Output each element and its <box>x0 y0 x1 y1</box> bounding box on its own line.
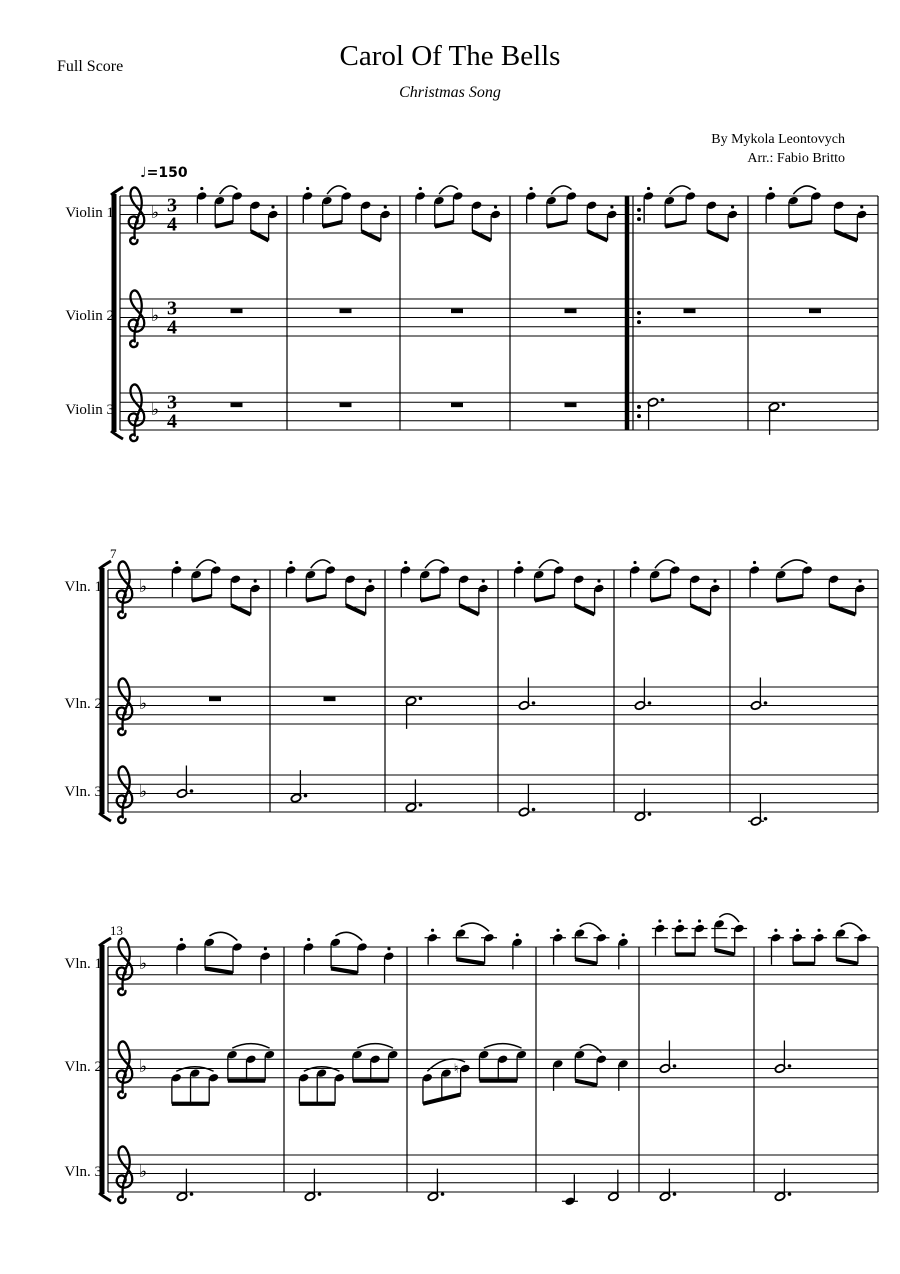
tempo-marking: ♩=150 <box>140 165 188 181</box>
svg-text:3: 3 <box>167 297 177 320</box>
measure-number-7: 7 <box>110 546 117 561</box>
staff-label-violin-3: Violin 3 <box>65 401 114 418</box>
svg-text:♭: ♭ <box>150 203 160 222</box>
svg-text:♭: ♭ <box>138 577 148 596</box>
page-title: Carol Of The Bells <box>339 40 561 72</box>
svg-text:♭: ♭ <box>150 306 160 325</box>
svg-text:♭: ♭ <box>138 954 148 973</box>
measure-number-13: 13 <box>110 923 123 938</box>
svg-text:♭: ♭ <box>138 1057 148 1076</box>
staff-label-vln-1: Vln. 1 <box>64 578 102 595</box>
svg-text:♮: ♮ <box>453 1061 459 1076</box>
staff-label-vln-1: Vln. 1 <box>64 955 102 972</box>
full-score-label: Full Score <box>57 58 124 75</box>
staff-label-vln-2: Vln. 2 <box>64 1058 102 1075</box>
staff-label-vln-3: Vln. 3 <box>64 1163 102 1180</box>
composer-credit: By Mykola Leontovych <box>711 132 845 147</box>
staff-label-violin-1: Violin 1 <box>65 204 114 221</box>
svg-text:4: 4 <box>167 410 177 433</box>
page-subtitle: Christmas Song <box>399 84 501 101</box>
svg-text:♭: ♭ <box>138 1162 148 1181</box>
svg-text:♭: ♭ <box>138 694 148 713</box>
svg-text:3: 3 <box>167 194 177 217</box>
staff-label-vln-3: Vln. 3 <box>64 783 102 800</box>
svg-text:4: 4 <box>167 316 177 339</box>
svg-text:3: 3 <box>167 391 177 414</box>
svg-text:♭: ♭ <box>150 400 160 419</box>
staff-label-violin-2: Violin 2 <box>65 307 114 324</box>
arranger-credit: Arr.: Fabio Britto <box>747 151 845 166</box>
svg-text:♭: ♭ <box>138 782 148 801</box>
svg-text:4: 4 <box>167 213 177 236</box>
staff-label-vln-2: Vln. 2 <box>64 695 102 712</box>
